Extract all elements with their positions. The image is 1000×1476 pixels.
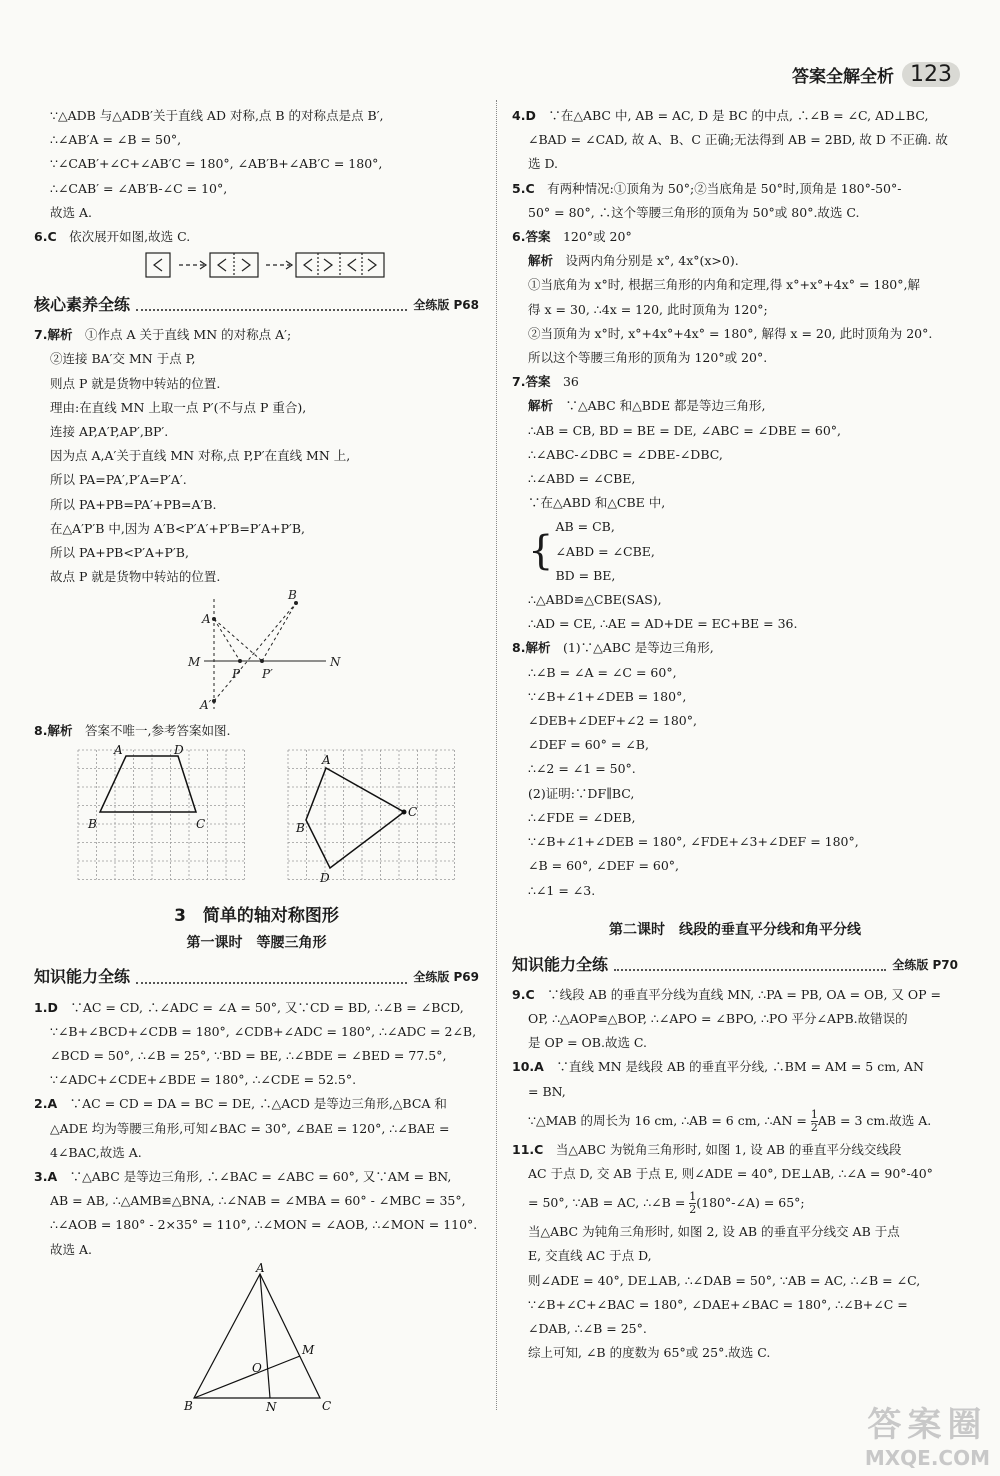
- left-brace: {: [528, 528, 554, 575]
- page-header: [792, 62, 960, 87]
- text-line: 得 x = 30, ∴4x = 120, 此时顶角为 120°;: [528, 301, 768, 317]
- q7-analysis: [512, 394, 958, 418]
- grid-figures: [34, 744, 479, 894]
- text-line: ∵∠ADC+∠CDE+∠BDE = 180°, ∴∠CDE = 52.5°.: [50, 1072, 357, 1088]
- question-number: 6.答案: [512, 229, 551, 245]
- watermark-url: MXQE.COM: [864, 1446, 990, 1470]
- text-line: ∴∠ABD = ∠CBE,: [528, 471, 636, 487]
- question-text: 有两种情况:①顶角为 50°;②当底角是 50°时,顶角是 180°-50°-: [547, 180, 902, 196]
- dotted-leader: [136, 982, 407, 984]
- text-line: 50° = 80°, ∴这个等腰三角形的顶角为 50°或 80°.故选 C.: [528, 204, 860, 220]
- q2-lines: [34, 1117, 479, 1165]
- label-B: B: [296, 820, 305, 835]
- text-part: (180°-∠A) = 65°;: [696, 1195, 805, 1211]
- q3-lines: [34, 1189, 479, 1262]
- unfold-figure: [34, 249, 479, 283]
- text-line: ∴∠AB′A = ∠B = 50°,: [50, 132, 182, 148]
- header-title: 答案全解全析: [792, 67, 894, 87]
- question-1: [34, 996, 479, 1020]
- text-line: ∠DEF = 60° = ∠B,: [528, 737, 649, 753]
- text-line: 所以 PA+PB=PA′+PB=A′B.: [50, 496, 217, 512]
- text-line: = BN,: [528, 1083, 566, 1099]
- question-text: (1)∵△ABC 是等边三角形,: [562, 640, 714, 656]
- text-line: ∠B = 60°, ∠DEF = 60°,: [528, 858, 680, 874]
- dotted-leader: [136, 309, 407, 311]
- question-9: [512, 983, 958, 1007]
- text-line: 是 OP = OB.故选 C.: [528, 1035, 648, 1051]
- text-line: 所以 PA=PA′,P′A=P′A′.: [50, 472, 187, 488]
- text-line: 则∠ADE = 40°, DE⊥AB, ∴∠DAB = 50°, ∵AB = AC, ∴∠B = ∠C,: [528, 1272, 921, 1288]
- text-part: ∵△MAB 的周长为 16 cm, ∴AB = 6 cm, ∴AN =: [528, 1112, 811, 1128]
- question-4: [512, 104, 958, 128]
- text-line: ②当顶角为 x°时, x°+4x°+4x° = 180°, 解得 x = 20, 此时顶角为 20°.: [528, 325, 933, 341]
- text-line: △ADE 均为等腰三角形,可知∠BAC = 30°, ∠BAE = 120°, ∴∠BAE =: [50, 1120, 450, 1136]
- page-number: 123: [902, 62, 960, 87]
- question-7: [512, 370, 958, 394]
- question-number: 7.答案: [512, 374, 551, 390]
- question-number: 8.解析: [34, 723, 73, 739]
- question-text: ∵△ABC 是等边三角形, ∴∠BAC = ∠ABC = 60°, 又∵AM = BN,: [69, 1169, 452, 1185]
- numerator: 1: [810, 1107, 818, 1121]
- section-ref: 全练版 P68: [413, 298, 479, 313]
- section-title: 知识能力全练: [512, 954, 609, 974]
- label-P-prime: P′: [262, 667, 273, 682]
- question-text: ∵在△ABC 中, AB = AC, D 是 BC 的中点, ∴∠B = ∠C, AD⊥BC,: [548, 108, 929, 123]
- text-line: 所以这个等腰三角形的顶角为 120°或 20°.: [528, 350, 768, 366]
- section-header: [34, 291, 479, 317]
- question-number: 9.C: [512, 986, 535, 1002]
- q9-lines: [512, 1007, 958, 1055]
- text-line: 4∠BAC,故选 A.: [50, 1144, 142, 1160]
- q6-analysis: [512, 249, 958, 273]
- text-line: 连接 AP,A′P,AP′,BP′.: [50, 424, 169, 440]
- label-M: M: [302, 1342, 315, 1357]
- question-number: 8.解析: [512, 640, 551, 656]
- triangle-figure: [34, 1262, 479, 1412]
- fraction-line: [528, 1186, 958, 1220]
- text-part: AB = 3 cm.故选 A.: [817, 1112, 932, 1128]
- text-line: (2)证明:∵DF∥BC,: [528, 785, 635, 801]
- label-D: D: [174, 743, 184, 757]
- fraction: [811, 1109, 818, 1134]
- text-part: = 50°, ∵AB = AC, ∴∠B =: [528, 1195, 690, 1211]
- text-line: ∵∠B+∠1+∠DEB = 180°,: [528, 688, 687, 704]
- text-line: ∴∠ABC-∠DBC = ∠DBE-∠DBC,: [528, 446, 723, 462]
- q7-lines: [512, 419, 958, 637]
- label-P: P: [232, 667, 241, 682]
- text-line: ∴∠2 = ∠1 = 50°.: [528, 761, 636, 777]
- label-C: C: [196, 816, 206, 831]
- question-text: 120°或 20°: [562, 229, 632, 245]
- question-2: [34, 1092, 479, 1116]
- question-number: 10.A: [512, 1059, 544, 1075]
- text-line: AB = AB, ∴△AMB≌△BNA, ∴∠NAB = ∠MBA = 60° - ∠MBC = 35°,: [50, 1193, 466, 1209]
- question-7: [34, 323, 479, 347]
- label-A: A: [322, 752, 331, 767]
- label-A: A: [202, 612, 211, 627]
- question-8: [512, 636, 958, 660]
- question-6: [34, 225, 479, 249]
- text-line: 综上可知, ∠B 的度数为 65°或 25°.故选 C.: [528, 1345, 771, 1361]
- question-10: [512, 1055, 958, 1079]
- label-A: A: [114, 743, 123, 757]
- question-3: [34, 1165, 479, 1189]
- analysis-label: 解析: [528, 398, 554, 414]
- text-line: 所以 PA+PB<P′A+P′B,: [50, 545, 189, 561]
- column-divider: [496, 100, 497, 1410]
- question-text: ①作点 A 关于直线 MN 的对称点 A′;: [84, 327, 292, 343]
- question-text: 依次展开如图,故选 C.: [69, 229, 191, 245]
- question-text: ∵直线 MN 是线段 AB 的垂直平分线, ∴BM = AM = 5 cm, AN: [556, 1059, 924, 1075]
- q6-lines: [512, 273, 958, 370]
- fraction-line: [528, 1104, 958, 1138]
- text-line: 故选 A.: [50, 204, 92, 220]
- question-text: 设两内角分别是 x°, 4x°(x>0).: [565, 253, 739, 269]
- question-text: ∵△ABC 和△BDE 都是等边三角形,: [565, 398, 766, 414]
- text-line: ∠DAB, ∴∠B = 25°.: [528, 1320, 647, 1336]
- denominator: 2: [810, 1120, 818, 1134]
- text-line: ∴△ABD≌△CBE(SAS),: [528, 592, 662, 608]
- lesson-title: 第一课时 等腰三角形: [186, 934, 327, 951]
- section-header: [34, 964, 479, 990]
- label-D: D: [320, 870, 330, 885]
- label-B: B: [184, 1398, 193, 1412]
- text-line: AC 于点 D, 交 AB 于点 E, 则∠ADE = 40°, DE⊥AB, ∴∠A = 90°-40°: [528, 1165, 933, 1181]
- text-line: AB = CB,: [555, 519, 615, 535]
- question-text: 36: [562, 374, 579, 390]
- right-column: [512, 104, 958, 1365]
- question-number: 11.C: [512, 1141, 544, 1157]
- analysis-label: 解析: [528, 253, 554, 269]
- text-line: 因为点 A,A′关于直线 MN 对称,点 P,P′在直线 MN 上,: [50, 448, 351, 464]
- text-line: ∠DEB+∠DEF+∠2 = 180°,: [528, 713, 697, 729]
- label-N: N: [266, 1399, 277, 1412]
- text-line: BD = BE,: [555, 567, 616, 583]
- text-line: ∵△ADB 与△ADB′关于直线 AD 对称,点 B 的对称点是点 B′,: [50, 108, 384, 123]
- text-line: ∵∠CAB′+∠C+∠AB′C = 180°, ∠AB′B+∠AB′C = 180°,: [50, 156, 383, 172]
- text-line: 当△ABC 为钝角三角形时, 如图 2, 设 AB 的垂直平分线交 AB 于点: [528, 1224, 900, 1240]
- text-line: ∴AB = CB, BD = BE = DE, ∠ABC = ∠DBE = 60°,: [528, 422, 841, 438]
- label-A: A: [256, 1261, 265, 1275]
- text-line: ∵在△ABD 和△CBE 中,: [528, 495, 666, 511]
- text-line: ∴∠B = ∠A = ∠C = 60°,: [528, 664, 677, 680]
- question-text: 当△ABC 为锐角三角形时, 如图 1, 设 AB 的垂直平分线交线段: [555, 1141, 902, 1157]
- text-line: 在△A′P′B 中,因为 A′B<P′A′+P′B=P′A+P′B,: [50, 520, 306, 536]
- text-line: ∠BAD = ∠CAD, 故 A、B、C 正确;无法得到 AB = 2BD, 故 D 不正确. 故: [528, 132, 948, 148]
- label-M: M: [188, 655, 201, 670]
- q10-lines: [512, 1080, 958, 1138]
- text-line: ∴∠FDE = ∠DEB,: [528, 809, 636, 825]
- question-number: 1.D: [34, 999, 58, 1015]
- label-C: C: [322, 1398, 332, 1412]
- question-text: ∵线段 AB 的垂直平分线为直线 MN, ∴PA = PB, OA = OB, 又 OP =: [547, 986, 942, 1002]
- section-header: [512, 951, 958, 977]
- chapter-title: 3 简单的轴对称图形: [174, 905, 339, 926]
- text-line: ∴∠1 = ∠3.: [528, 882, 596, 898]
- section-ref: 全练版 P69: [413, 970, 479, 985]
- label-B: B: [288, 589, 297, 603]
- label-B: B: [88, 816, 97, 831]
- text-line: ∠BCD = 50°, ∴∠B = 25°, ∵BD = BE, ∴∠BDE = ∠BED = 77.5°,: [50, 1048, 447, 1064]
- denominator: 2: [689, 1203, 697, 1217]
- q8-lines: [512, 661, 958, 903]
- brace-group: [528, 515, 958, 588]
- question-number: 3.A: [34, 1169, 58, 1185]
- text-line: 故选 A.: [50, 1241, 92, 1257]
- question-5: [512, 177, 958, 201]
- q11-lines: [512, 1162, 958, 1365]
- text-line: ∵∠B+∠1+∠DEB = 180°, ∠FDE+∠3+∠DEF = 180°,: [528, 834, 859, 850]
- question-number: 6.C: [34, 229, 57, 245]
- left-column: [34, 104, 479, 1412]
- text-line: 则点 P 就是货物中转站的位置.: [50, 375, 221, 391]
- q1-lines: [34, 1020, 479, 1093]
- question-number: 5.C: [512, 180, 535, 196]
- section-title: 核心素养全练: [34, 295, 131, 315]
- label-C: C: [408, 804, 418, 819]
- section-ref: 全练版 P70: [892, 957, 958, 972]
- q7-lines: [34, 347, 479, 589]
- text-line: ∵∠B+∠C+∠BAC = 180°, ∠DAE+∠BAC = 180°, ∴∠B+∠C =: [528, 1296, 908, 1312]
- question-8: [34, 719, 479, 743]
- watermark: [865, 1397, 990, 1470]
- question-11: [512, 1138, 958, 1162]
- text-line: 选 D.: [528, 156, 559, 172]
- label-O: O: [252, 1360, 262, 1375]
- text-line: ∵∠B+∠BCD+∠CDB = 180°, ∠CDB+∠ADC = 180°, ∴∠ADC = 2∠B,: [50, 1023, 477, 1039]
- text-line: ∴AD = CE, ∴AE = AD+DE = EC+BE = 36.: [528, 616, 798, 632]
- reflection-figure: [34, 589, 479, 719]
- text-line: 理由:在直线 MN 上取一点 P′(不与点 P 重合),: [50, 399, 307, 415]
- prev-answer-lines: [34, 104, 479, 225]
- text-line: ①当底角为 x°时, 根据三角形的内角和定理,得 x°+x°+4x° = 180°,解: [528, 277, 920, 293]
- lesson-title: 第二课时 线段的垂直平分线和角平分线: [609, 921, 861, 938]
- question-number: 4.D: [512, 108, 536, 123]
- label-N: N: [330, 655, 341, 670]
- question-text: ∵AC = CD = DA = BC = DE, ∴△ACD 是等边三角形,△BCA 和: [69, 1096, 447, 1112]
- label-A-prime: A′: [200, 698, 212, 713]
- section-title: 知识能力全练: [34, 967, 131, 987]
- text-line: ∴∠AOB = 180° - 2×35° = 110°, ∴∠MON = ∠AOB, ∴∠MON = 110°.: [50, 1217, 478, 1233]
- text-line: ∴∠CAB′ = ∠AB′B-∠C = 10°,: [50, 180, 228, 196]
- question-number: 2.A: [34, 1096, 58, 1112]
- dotted-leader: [614, 969, 886, 971]
- question-text: ∵AC = CD, ∴∠ADC = ∠A = 50°, 又∵CD = BD, ∴∠B = ∠BCD,: [70, 999, 464, 1015]
- numerator: 1: [689, 1190, 697, 1204]
- question-text: 答案不唯一,参考答案如图.: [84, 723, 231, 739]
- text-line: E, 交直线 AC 于点 D,: [528, 1248, 652, 1264]
- text-line: 故点 P 就是货物中转站的位置.: [50, 569, 221, 585]
- question-6: [512, 225, 958, 249]
- text-line: ②连接 BA′交 MN 于点 P,: [50, 351, 196, 367]
- question-number: 7.解析: [34, 327, 73, 343]
- q4-lines: [512, 128, 958, 176]
- text-line: ∠ABD = ∠CBE,: [555, 543, 655, 559]
- watermark-logo: 答案圈: [867, 1405, 988, 1445]
- text-line: OP, ∴△AOP≌△BOP, ∴∠APO = ∠BPO, ∴PO 平分∠APB.故错误的: [528, 1010, 908, 1026]
- q5-lines: [512, 201, 958, 225]
